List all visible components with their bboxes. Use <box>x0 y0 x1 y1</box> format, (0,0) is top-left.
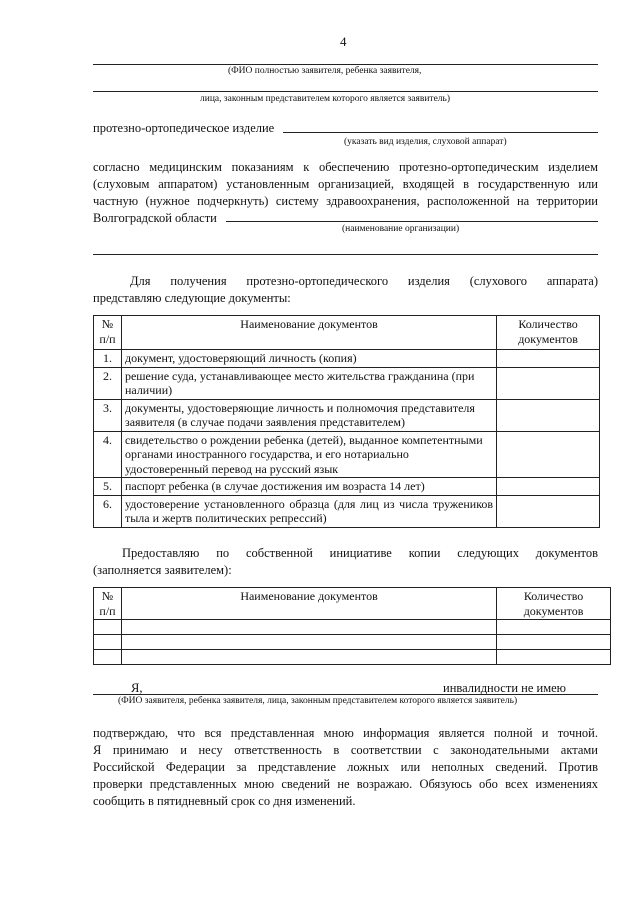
product-hint: (указать вид изделия, слуховой аппарат) <box>344 137 507 147</box>
declaration-disability: инвалидности не имею <box>443 681 566 695</box>
table-row <box>94 399 600 431</box>
optional-documents-table <box>93 587 611 665</box>
declaration-ya: Я, <box>131 681 143 695</box>
confirm-line-3: Российской Федерации за представление ложных или неполных сведений. Против <box>93 760 598 774</box>
row-count-cell[interactable] <box>497 478 600 496</box>
initiative-line-2: (заполняется заявителем): <box>93 563 232 577</box>
row-num: 4. <box>94 431 122 478</box>
row-count-cell[interactable] <box>497 399 600 431</box>
row-count-cell[interactable] <box>497 367 600 399</box>
table-row <box>94 367 600 399</box>
fio-caption-1: (ФИО полностью заявителя, ребенка заявителя, <box>228 66 422 76</box>
confirm-line-5: сообщить в пятидневный срок со дня изменений. <box>93 794 356 808</box>
table-row <box>94 431 600 478</box>
row-name-cell[interactable] <box>121 635 496 650</box>
fio-caption-2: лица, законным представителем которого является заявитель) <box>200 94 451 104</box>
header-count: Количество документов <box>497 588 611 620</box>
table-row <box>94 350 600 368</box>
organization-input-line[interactable] <box>226 221 598 222</box>
row-name-cell[interactable] <box>121 650 496 665</box>
fio-line-1[interactable] <box>93 64 598 65</box>
declaration-caption: (ФИО заявителя, ребенка заявителя, лица, законным представителем которого является заявитель) <box>118 696 518 706</box>
table-row <box>94 495 600 527</box>
row-count-cell[interactable] <box>497 635 611 650</box>
row-num-cell[interactable] <box>94 650 122 665</box>
confirm-line-1: подтверждаю, что вся представленная мною информация является полной и точной. <box>93 726 598 740</box>
row-name: решение суда, устанавливающее место жительства гражданина (при наличии) <box>121 367 496 399</box>
row-count-cell[interactable] <box>497 350 600 368</box>
table-row <box>94 478 600 496</box>
initiative-line-1: Предоставляю по собственной инициативе копии следующих документов <box>122 546 598 560</box>
row-num: 1. <box>94 350 122 368</box>
row-count-cell[interactable] <box>497 495 600 527</box>
intro-line-2: представляю следующие документы: <box>93 291 291 305</box>
product-input-line[interactable] <box>283 132 598 133</box>
header-num: № п/п <box>94 316 122 350</box>
table-row <box>94 650 611 665</box>
row-name-cell[interactable] <box>121 620 496 635</box>
row-count-cell[interactable] <box>497 431 600 478</box>
fio-line-2[interactable] <box>93 91 598 92</box>
table-header-row <box>94 316 600 350</box>
header-count: Количество документов <box>497 316 600 350</box>
row-name: паспорт ребенка (в случае достижения им возраста 14 лет) <box>121 478 496 496</box>
row-count-cell[interactable] <box>497 650 611 665</box>
row-num: 5. <box>94 478 122 496</box>
table-row <box>94 635 611 650</box>
medical-line-1: согласно медицинским показаниям к обеспечению протезно-ортопедическим изделием <box>93 160 598 174</box>
row-name: свидетельство о рождении ребенка (детей), выданное компетентными органами иностранного государства, и его нотариально удостоверенный перевод на русский язык <box>121 431 496 478</box>
header-num: № п/п <box>94 588 122 620</box>
row-num: 3. <box>94 399 122 431</box>
documents-table <box>93 315 600 528</box>
medical-line-4: Волгоградской области <box>93 211 217 225</box>
organization-extra-line[interactable] <box>93 254 598 255</box>
declaration-name-line[interactable] <box>93 694 598 695</box>
header-name: Наименование документов <box>121 316 496 350</box>
row-num-cell[interactable] <box>94 635 122 650</box>
intro-line-1: Для получения протезно-ортопедического изделия (слухового аппарата) <box>130 274 598 288</box>
row-count-cell[interactable] <box>497 620 611 635</box>
row-num: 6. <box>94 495 122 527</box>
row-name: документы, удостоверяющие личность и полномочия представителя заявителя (в случае подачи заявления представителем) <box>121 399 496 431</box>
header-name: Наименование документов <box>121 588 496 620</box>
table-header-row <box>94 588 611 620</box>
row-name: удостоверение установленного образца (для лиц из числа тружеников тыла и жертв политических репрессий) <box>121 495 496 527</box>
confirm-line-2: Я принимаю и несу ответственность в соответствии с законодательными актами <box>93 743 598 757</box>
organization-hint: (наименование организации) <box>342 224 460 234</box>
row-num-cell[interactable] <box>94 620 122 635</box>
row-name: документ, удостоверяющий личность (копия) <box>121 350 496 368</box>
table-row <box>94 620 611 635</box>
row-num: 2. <box>94 367 122 399</box>
page-number: 4 <box>340 34 347 49</box>
medical-line-2: (слуховым аппаратом) установленным организацией, входящей в государственную или <box>93 177 598 191</box>
product-label: протезно-ортопедическое изделие <box>93 121 275 135</box>
medical-line-3: частную (нужное подчеркнуть) систему здравоохранения, расположенной на территории <box>93 194 598 208</box>
confirm-line-4: проверки представленных мною сведений не возражаю. Обязуюсь обо всех изменениях <box>93 777 598 791</box>
